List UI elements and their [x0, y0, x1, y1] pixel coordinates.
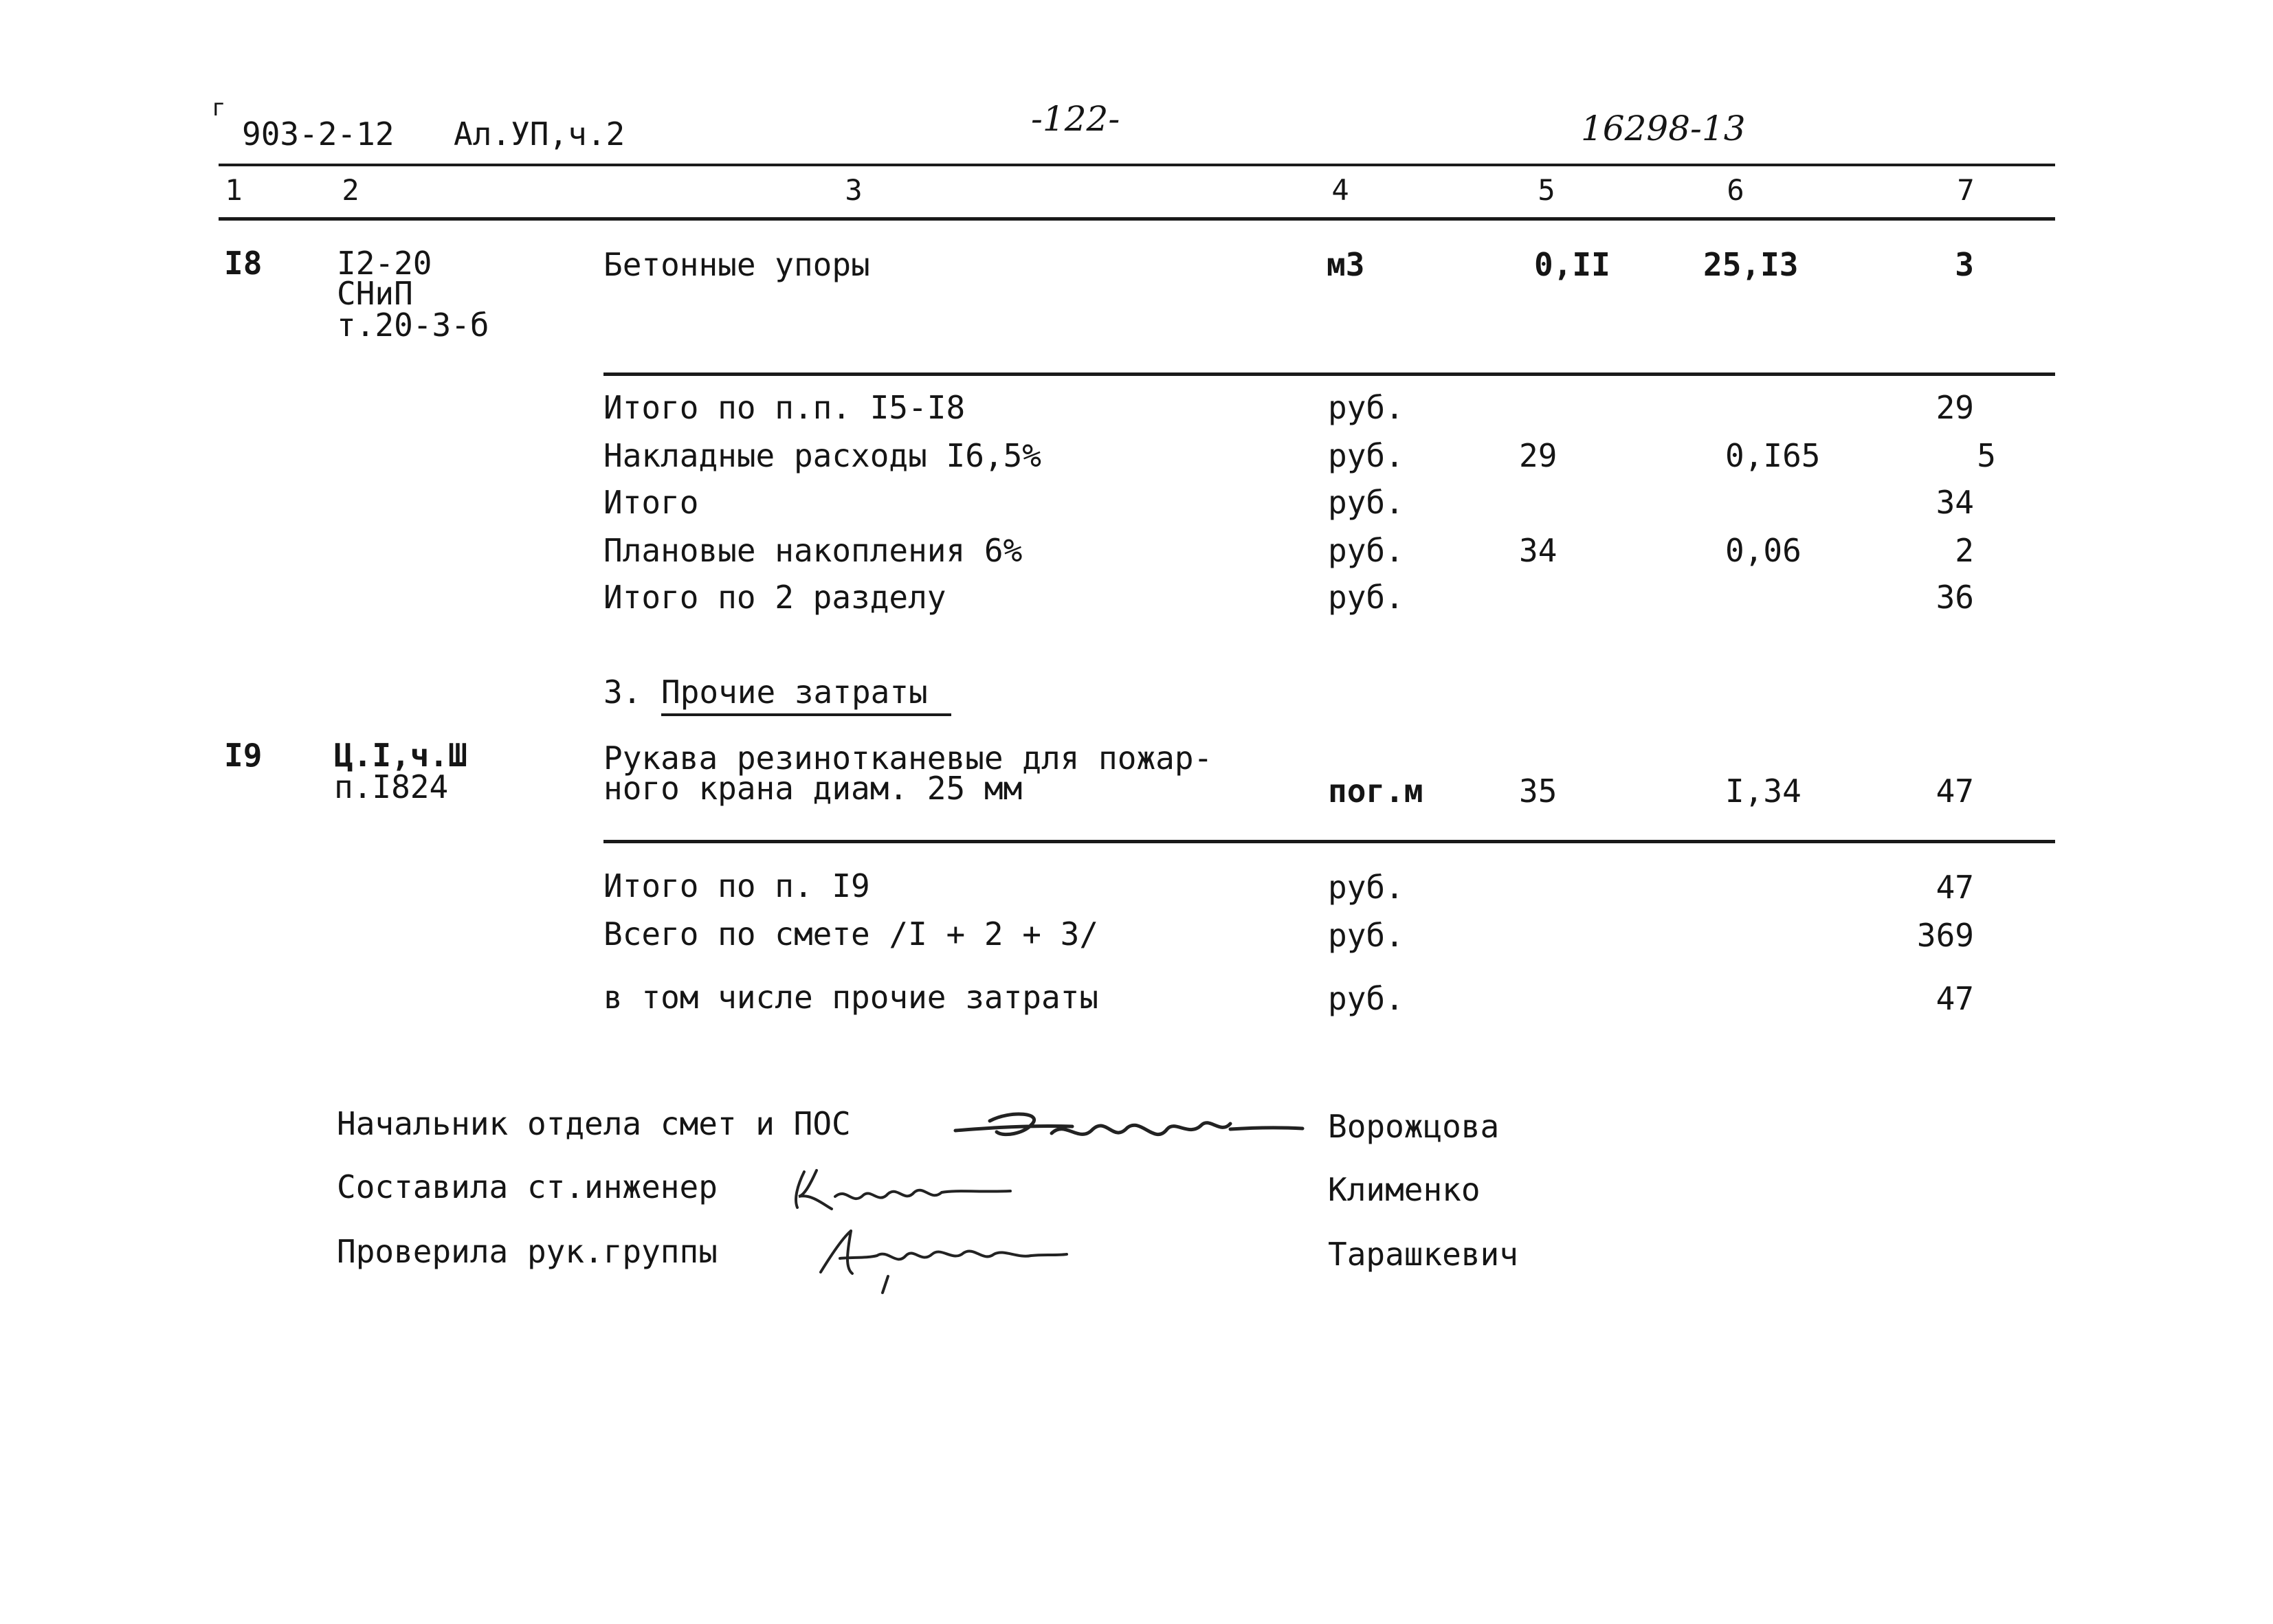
summary-label: Итого по п. I9 — [603, 867, 870, 904]
unit-price: 0,06 — [1725, 532, 1801, 569]
header-rule-bottom — [219, 217, 2055, 221]
row-number: I8 — [224, 245, 263, 282]
signatory-name: Ворожцова — [1328, 1108, 1500, 1145]
total: 47 — [1936, 772, 1974, 810]
album-part: Ал.УП,ч.2 — [454, 115, 625, 153]
unit-price: 0,I65 — [1725, 437, 1821, 474]
norm-reference: I2-20 — [337, 245, 432, 282]
item-name: Бетонные упоры — [603, 246, 870, 283]
column-number: 3 — [845, 173, 863, 207]
summary-label: Итого по п.п. I5-I8 — [603, 389, 966, 426]
unit: руб. — [1328, 579, 1404, 616]
header-rule-top — [219, 164, 2055, 166]
total: 5 — [1977, 437, 1996, 474]
summary-label: Всего по смете /I + 2 + 3/ — [603, 915, 1099, 953]
summary-label: Плановые накопления 6% — [603, 532, 1023, 569]
summary-label: в том числе прочие затраты — [603, 979, 1099, 1016]
unit: руб. — [1328, 389, 1404, 426]
item-name-line: Рукава резинотканевые для пожар- — [603, 739, 1213, 777]
unit: руб. — [1328, 484, 1404, 521]
unit: руб. — [1328, 917, 1404, 954]
unit: руб. — [1328, 869, 1404, 906]
unit-price: 25,I3 — [1703, 246, 1799, 283]
column-number: 1 — [225, 173, 243, 207]
total: 36 — [1936, 579, 1974, 616]
quantity: 35 — [1519, 772, 1557, 810]
signature-role: Проверила рук.группы — [337, 1233, 718, 1270]
subtotal-rule — [603, 372, 2055, 376]
column-number: 7 — [1957, 173, 1975, 207]
total: 34 — [1936, 484, 1974, 521]
total: 3 — [1955, 246, 1974, 283]
summary-label: Итого по 2 разделу — [603, 579, 946, 616]
signatory-name: Клименко — [1328, 1171, 1481, 1208]
signature-role: Начальник отдела смет и ПОС — [337, 1105, 851, 1142]
quantity: 29 — [1519, 437, 1557, 474]
column-number: 5 — [1538, 173, 1555, 207]
item-name-line: ного крана диам. 25 мм — [603, 770, 1023, 807]
column-number: 2 — [342, 173, 359, 207]
quantity: 0,II — [1534, 246, 1610, 283]
handwritten-signature — [811, 1213, 1072, 1302]
column-number: 4 — [1331, 173, 1349, 207]
quantity: 34 — [1519, 532, 1557, 569]
unit: м3 — [1327, 246, 1365, 283]
subtotal-rule — [603, 840, 2055, 843]
unit: пог.м — [1328, 772, 1423, 810]
total: 369 — [1916, 917, 1974, 954]
corner-mark: г — [212, 94, 226, 122]
unit: руб. — [1328, 437, 1404, 474]
section-title-underline — [661, 713, 951, 716]
unit: руб. — [1328, 980, 1404, 1017]
summary-label: Накладные расходы I6,5% — [603, 437, 1041, 474]
total: 47 — [1936, 869, 1974, 906]
total: 29 — [1936, 389, 1974, 426]
summary-label: Итого — [603, 484, 699, 521]
row-number: I9 — [224, 737, 263, 774]
norm-reference: СНиП — [337, 275, 413, 312]
handwritten-signature — [784, 1151, 1017, 1220]
unit: руб. — [1328, 532, 1404, 569]
norm-reference: т.20-3-б — [337, 307, 489, 344]
signatory-name: Тарашкевич — [1328, 1236, 1518, 1273]
document-code: 903-2-12 — [242, 115, 395, 153]
norm-reference: п.I824 — [334, 768, 449, 805]
total: 47 — [1936, 980, 1974, 1017]
signature-role: Составила ст.инженер — [337, 1168, 718, 1205]
column-number: 6 — [1727, 173, 1744, 207]
section-number: 3. — [603, 674, 642, 711]
page-number: -122- — [1031, 99, 1120, 139]
unit-price: I,34 — [1725, 772, 1801, 810]
sheet-number: 16298-13 — [1581, 109, 1746, 148]
section-title: Прочие затраты — [661, 674, 928, 711]
norm-reference: Ц.I,ч.Ш — [334, 737, 467, 774]
total: 2 — [1955, 532, 1974, 569]
